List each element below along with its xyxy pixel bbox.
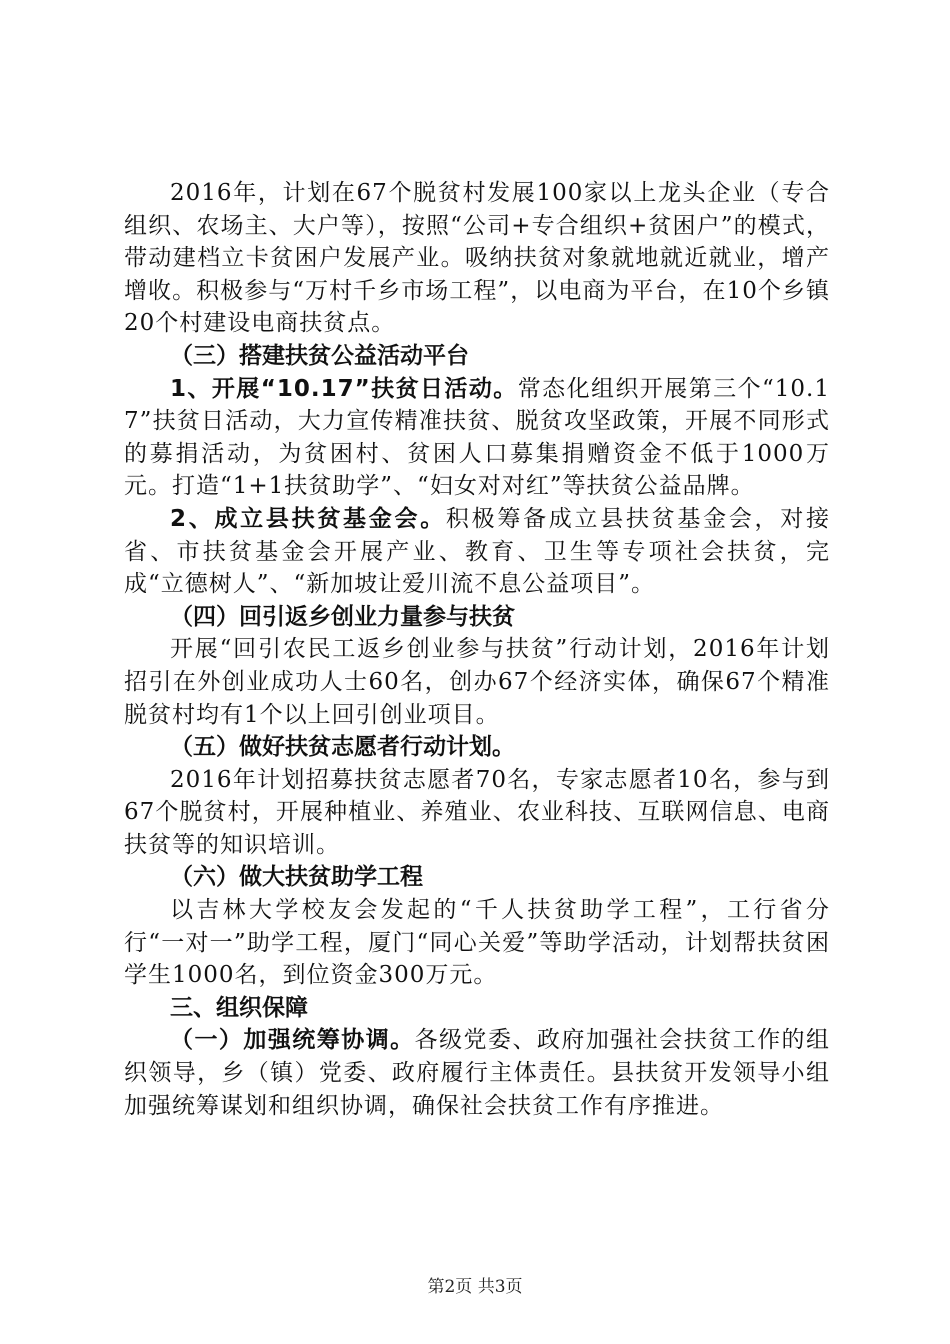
heading-charity-platform (124, 340, 830, 373)
page-number: 第2页 共3页 (427, 1277, 523, 1297)
heading-text: （六）做大扶贫助学工程 (170, 864, 423, 891)
paragraph-volunteer-plan (124, 764, 830, 862)
paragraph-text: 积极筹备成立县扶贫基金会，对接省、市扶贫基金会开展产业、教育、卫生等专项社会扶贫，完成“立德树人”、“新加坡让爱川流不息公益项目”。 (124, 505, 830, 598)
paragraph-lead: （一）加强统筹协调。 (170, 1027, 415, 1054)
paragraph-poverty-day (124, 373, 830, 503)
paragraph-text: 常态化组织开展第三个“10.17”扶贫日活动，大力宣传精准扶贫、脱贫攻坚政策，开展不同形式的募捐活动，为贫困村、贫困人口募集捐赠资金不低于1000万元。打造“1+1扶贫助学”、“妇女对对红”等扶贫公益品牌。 (124, 375, 830, 500)
heading-education-aid (124, 861, 830, 894)
paragraph-foundation (124, 503, 830, 601)
heading-return-entrepreneurs (124, 601, 830, 634)
paragraph-text: 开展“回引农民工返乡创业参与扶贫”行动计划，2016年计划招引在外创业成功人士60名，创办67个经济实体，确保67个精准脱贫村均有1个以上回引创业项目。 (124, 636, 830, 728)
heading-text: （三）搭建扶贫公益活动平台 (170, 342, 469, 369)
paragraph-text: 各级党委、政府加强社会扶贫工作的组织领导，乡（镇）党委、政府履行主体责任。县扶贫开发领导小组加强统筹谋划和组织协调，确保社会扶贫工作有序推进。 (124, 1027, 831, 1119)
page-footer (0, 1272, 950, 1297)
paragraph-return-plan (124, 633, 830, 731)
paragraph-text: 以吉林大学校友会发起的“千人扶贫助学工程”，工行省分行“一对一”助学工程，厦门“同心关爱”等助学活动，计划帮扶贫困学生1000名，到位资金300万元。 (124, 897, 830, 989)
document-body (124, 177, 830, 1122)
heading-volunteers (124, 731, 830, 764)
paragraph-lead: 1、开展“10.17”扶贫日活动。 (170, 375, 518, 402)
heading-text: （四）回引返乡创业力量参与扶贫 (170, 603, 515, 630)
heading-text: （五）做好扶贫志愿者行动计划。 (170, 734, 515, 761)
paragraph-text: 2016年，计划在67个脱贫村发展100家以上龙头企业（专合组织、农场主、大户等），按照“公司+专合组织+贫困户”的模式，带动建档立卡贫困户发展产业。吸纳扶贫对象就地就近就业，增产增收。积极参与“万村千乡市场工程”，以电商为平台，在10个乡镇20个村建设电商扶贫点。 (124, 180, 830, 337)
heading-organization (124, 992, 830, 1025)
heading-text: 三、组织保障 (170, 994, 308, 1021)
paragraph-lead: 2、成立县扶贫基金会。 (170, 505, 446, 532)
paragraph-coordination (124, 1024, 830, 1122)
paragraph-enterprise-plan (124, 177, 830, 340)
paragraph-education-plan (124, 894, 830, 992)
paragraph-text: 2016年计划招募扶贫志愿者70名，专家志愿者10名，参与到67个脱贫村，开展种植业、养殖业、农业科技、互联网信息、电商扶贫等的知识培训。 (124, 766, 830, 858)
